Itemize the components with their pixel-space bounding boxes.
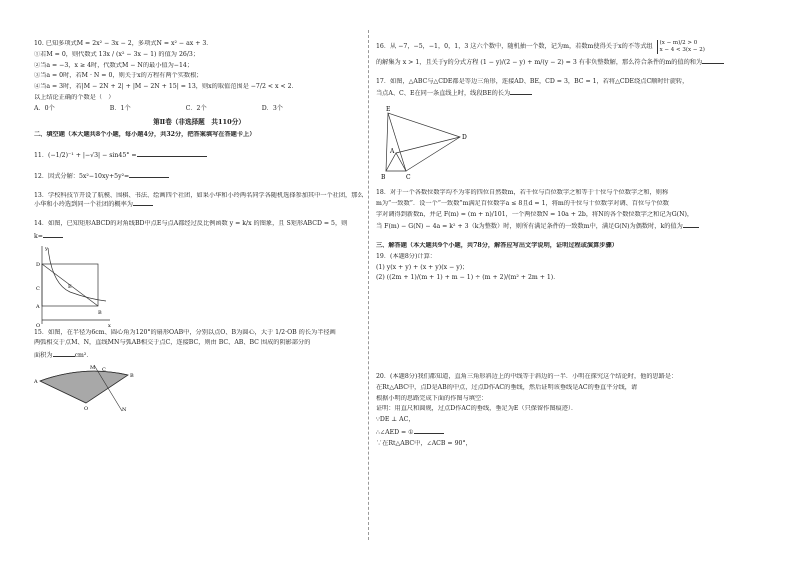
question-12 <box>34 171 364 181</box>
fig17-be <box>386 113 388 171</box>
q18-blank <box>683 221 699 228</box>
fig15-label-m: M <box>90 364 96 371</box>
q13-blank <box>133 199 153 206</box>
q18-line-3: 字对调得到新数n，并记 F(m) = (m + n)/101，一个两位数N = 10a + 2b，将N的各个数位数字之和记为G(N)， <box>376 210 694 218</box>
part-3-heading: 三、解答题（本大题共9个小题，共78分，解答应写出文字说明，证明过程或演算步骤） <box>376 242 618 249</box>
q10-intro: 10. 已知多项式M = 2x² − 3x − 2，多项式N = x² − ax + 3． <box>34 40 213 47</box>
fig14-label-x: x <box>108 322 111 329</box>
q18-line-1: 18．对于一个各数位数字均不为零的四位自然数m，若千位与百位数字之和等于十位与个位数字之和，则称 <box>376 189 669 196</box>
figure-15 <box>34 363 144 413</box>
q16-text-b: 的解集为 x > 1，且关于y的分式方程 (1 − y)/(2 − y) + m/(y − 2) = 3 有非负整数解，那么符合条件的m的值的和为 <box>376 58 703 66</box>
fig14-label-c: C <box>36 285 40 292</box>
q14-k: k= <box>34 232 43 240</box>
fig17-ad <box>396 137 460 153</box>
q17-line-1: 17．如图，△ABC与△CDE都是等边三角形，连接AD、BE，CD = 3，BC = 1，若将△CDE绕点C顺时针旋转， <box>376 77 689 85</box>
fig14-label-a: A <box>36 303 40 310</box>
q17-text-b: 当点A、C、E在同一条直线上时，线段BE的长为 <box>376 90 511 98</box>
fig15-label-a: A <box>34 378 38 385</box>
q13-text: 13．学校科技节开设了航模、围棋、书法、绘画四个社团，如果小华和小玲两名同学各随机选择参加其中一个社团，那么小华和小玲选到同一个社团的概率为 <box>34 191 364 209</box>
q11-blank <box>137 150 207 157</box>
q19-part-1: (1) y(x + y) + (x + y)(x − y)； <box>376 263 469 271</box>
fig14-hyperbola <box>48 248 106 301</box>
q16-line-2 <box>376 57 762 67</box>
question-10 <box>34 40 364 112</box>
q20-line-6 <box>376 427 762 437</box>
q16-ineq-1: (x − m)/2 > 0 <box>659 40 698 46</box>
choice-d: D．3个 <box>261 104 283 112</box>
fig14-label-y: y <box>45 245 48 252</box>
q20-line-2: 在Rt△ABC中，点D是AB的中点，过点D作AC的垂线，然后证明该垂线是AC的垂直平分线，请 <box>376 383 638 391</box>
q10-statement-4: ④当a = 3时，若|M − 2N + 2| + |M − 2N + 15| = 13，则x的取值范围是 −7/2 < x < 2． <box>34 83 298 90</box>
q15-unit: cm²． <box>74 352 93 360</box>
q20-line-7: ∵在Rt△ABC中，∠ACB = 90°， <box>376 439 472 447</box>
q10-statement-3: ③当a = 0时，若M · N = 0，则关于x的方程有两个实数根； <box>34 72 203 80</box>
answer-space-19 <box>376 285 762 373</box>
q16-text-a: 16．从 −7，−5，−1，0，1，3 这六个数中，随机抽一个数，记为m，若数m使得关于x的不等式组 <box>376 43 653 50</box>
q12-blank <box>129 171 169 178</box>
q10-choices <box>34 105 364 113</box>
q12-text: 12．因式分解：5x²−10xy+5y²= <box>34 172 130 180</box>
question-13 <box>34 192 364 210</box>
q20-text-f: ∴∠AED = ① <box>376 428 414 436</box>
section-2-title: 第Ⅱ卷（非选择题 共110分） <box>153 118 245 127</box>
choice-b: B．1个 <box>109 104 131 112</box>
q18-text-d: 当 F(m) − G(N) − 4a = k² + 3（k为整数）时，则所有满足条件的一致数m中，满足G(N)为偶数时，k的值为 <box>376 223 683 231</box>
question-11 <box>34 150 364 160</box>
q14-line-2 <box>34 231 364 241</box>
q20-line-4: 证明：用直尺和圆规，过点D作AC的垂线，垂足为E（只保留作图痕迹）． <box>376 405 578 413</box>
column-divider <box>368 30 369 540</box>
q17-blank <box>510 88 532 95</box>
q20-blank-1 <box>414 427 444 434</box>
fig15-label-n: N <box>122 406 127 413</box>
fig17-label-d: D <box>462 134 467 141</box>
q17-line-2 <box>376 88 762 98</box>
fig15-label-b: B <box>130 372 134 379</box>
fig14-label-b: B <box>98 309 102 316</box>
q18-line-4 <box>376 221 762 231</box>
q10-ask: 以上结论正确的个数是（ ） <box>34 93 115 101</box>
right-column <box>376 40 762 450</box>
choice-c: C．2个 <box>185 104 207 112</box>
fig14-label-d: D <box>36 261 41 268</box>
figure-14 <box>34 244 114 329</box>
q20-line-1: 20．(本题8分)我们都知道，直角三角形斜边上的中线等于斜边的一半．小明在探究这个结论时，他的思路是： <box>376 373 678 380</box>
q10-statement-2: ②当a = −3，x ≥ 4时，代数式M − N的最小值为−14； <box>34 61 194 69</box>
fig17-label-e: E <box>386 106 391 113</box>
q16-ineq-2: x − 4 < 3(x − 2) <box>659 46 705 53</box>
q15-line-3 <box>34 350 364 360</box>
q18-line-2: m为“一致数”．设一个“一致数”m满足百位数字a ≤ 8且d = 1，将m的千位与十位数字对调、百位与个位数 <box>376 199 669 207</box>
fig15-label-o: O <box>84 405 89 412</box>
q16-inequality-system <box>657 40 705 54</box>
q14-blank <box>43 231 63 238</box>
figure-17 <box>376 101 476 181</box>
q15-line-1: 15．如图，在半径为6cm、圆心角为120°的扇形OAB中，分别以点O、B为圆心，大于 1/2·OB 的长为半径画 <box>34 328 336 336</box>
fig17-triangle-cde <box>388 113 460 171</box>
part-2-heading: 二、填空题（本大题共8个小题，每小题4分，共32分，把答案填写在答题卡上） <box>34 131 256 139</box>
q16-blank <box>702 57 724 64</box>
q16-line-1 <box>376 40 762 54</box>
q19-part-2: (2) ((2m + 1)/(m + 1) + m − 1) ÷ (m + 2)/(m² + 2m + 1)． <box>376 274 560 282</box>
fig15-label-c: C <box>102 366 106 373</box>
q20-line-5: ∵DE ⊥ AC， <box>376 416 415 423</box>
q14-line-1: 14．如图，已知矩形ABCD的对角线BD中点E与点A都经过反比例函数 y = k/x 的图象，且 S矩形ABCD = 5，则 <box>34 220 348 228</box>
q15-line-2: 两弧相交于点M、N，直线MN与弧AB相交于点C，连接BC，则由 BC、AB、BC 围成的阴影部分的 <box>34 339 311 347</box>
q15-blank <box>53 350 75 357</box>
fig17-label-a: A <box>390 148 395 155</box>
fig17-label-c: C <box>406 174 411 181</box>
fig14-label-e: E <box>68 283 72 290</box>
q19-title: 19．(本题8分)计算： <box>376 252 436 260</box>
q10-statement-1: ①若M = 0，则代数式 13x / (x² − 3x − 1) 的值为 26/3； <box>34 50 200 58</box>
fig17-label-b: B <box>381 174 386 181</box>
fig14-label-o: O <box>36 322 41 329</box>
q15-text: 面积为 <box>34 352 53 360</box>
choice-a: A．0个 <box>34 104 55 112</box>
q11-text: 11．(−1/2)⁻¹ + |−√3| − sin45° = <box>34 152 137 160</box>
q20-line-3: 根据小明的思路完成下面的作图与填空： <box>376 394 488 402</box>
left-column <box>34 40 364 413</box>
